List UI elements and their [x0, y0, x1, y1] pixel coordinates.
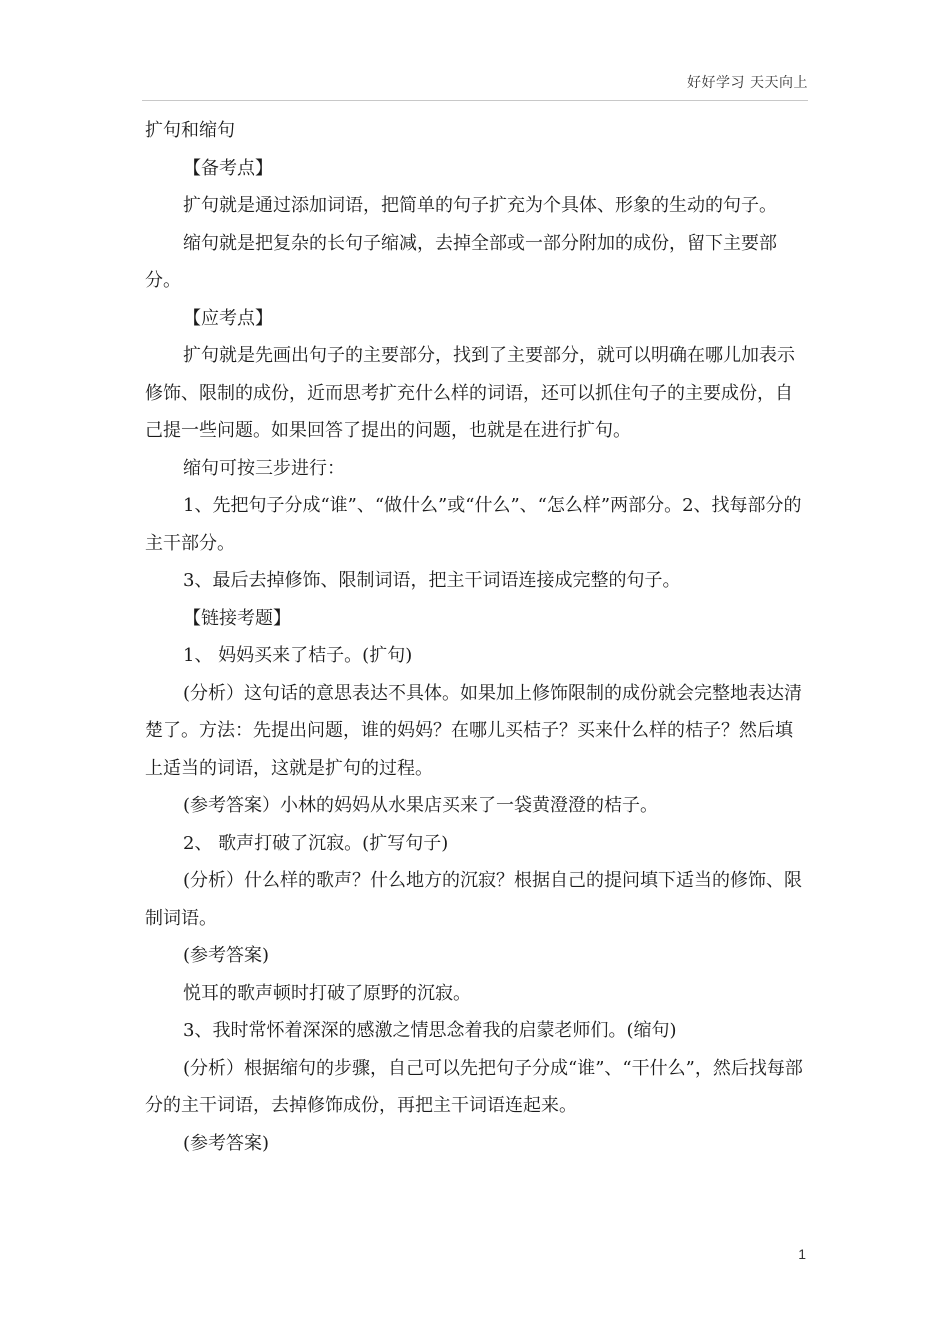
paragraph: 1、先把句子分成“谁”、“做什么”或“什么”、“怎么样”两部分。2、找每部分的主干部分。 [145, 495, 802, 554]
page-header-text: 好好学习 天天向上 [687, 75, 808, 91]
answer-1: (参考答案）小林的妈妈从水果店买来了一袋黄澄澄的桔子。 [183, 795, 659, 816]
section-heading-yingkaodian: 【应考点】 [183, 307, 273, 329]
question-1: 1、 妈妈买来了桔子。(扩句) [183, 645, 413, 666]
section-heading-beikaodian: 【备考点】 [183, 157, 273, 179]
page-number: 1 [798, 1246, 806, 1262]
document-title: 扩句和缩句 [145, 120, 235, 141]
paragraph: 3、最后去掉修饰、限制词语，把主干词语连接成完整的句子。 [183, 570, 681, 591]
paragraph: 缩句就是把复杂的长句子缩减，去掉全部或一部分附加的成份，留下主要部分。 [145, 232, 777, 291]
answer-label-3: (参考答案) [183, 1132, 270, 1154]
document-body [145, 112, 807, 1162]
answer-2: 悦耳的歌声顿时打破了原野的沉寂。 [183, 982, 471, 1004]
question-3: 3、我时常怀着深深的感激之情思念着我的启蒙老师们。(缩句) [183, 1020, 677, 1041]
header-divider [142, 100, 808, 101]
analysis-2: (分析）什么样的歌声？什么地方的沉寂？根据自己的提问填下适当的修饰、限制词语。 [145, 870, 803, 929]
answer-label-2: (参考答案) [183, 945, 270, 966]
question-2: 2、 歌声打破了沉寂。(扩写句子) [183, 832, 449, 854]
analysis-3: (分析）根据缩句的步骤，自己可以先把句子分成“谁”、“干什么”，然后找每部分的主干词语，去掉修饰成份，再把主干词语连起来。 [145, 1057, 803, 1116]
paragraph: 扩句就是先画出句子的主要部分，找到了主要部分，就可以明确在哪儿加表示修饰、限制的成份，近而思考扩充什么样的词语，还可以抓住句子的主要成份，自己提一些问题。如果回答了提出的问题，也就是在进行扩句。 [145, 345, 795, 441]
analysis-1: (分析）这句话的意思表达不具体。如果加上修饰限制的成份就会完整地表达清楚了。方法：先提出问题，谁的妈妈？在哪儿买桔子？买来什么样的桔子？然后填上适当的词语，这就是扩句的过程。 [145, 682, 803, 779]
paragraph: 扩句就是通过添加词语，把简单的句子扩充为个具体、形象的生动的句子。 [183, 195, 777, 216]
section-heading-lianjiekaoti: 【链接考题】 [183, 607, 291, 629]
paragraph: 缩句可按三步进行： [183, 457, 345, 479]
